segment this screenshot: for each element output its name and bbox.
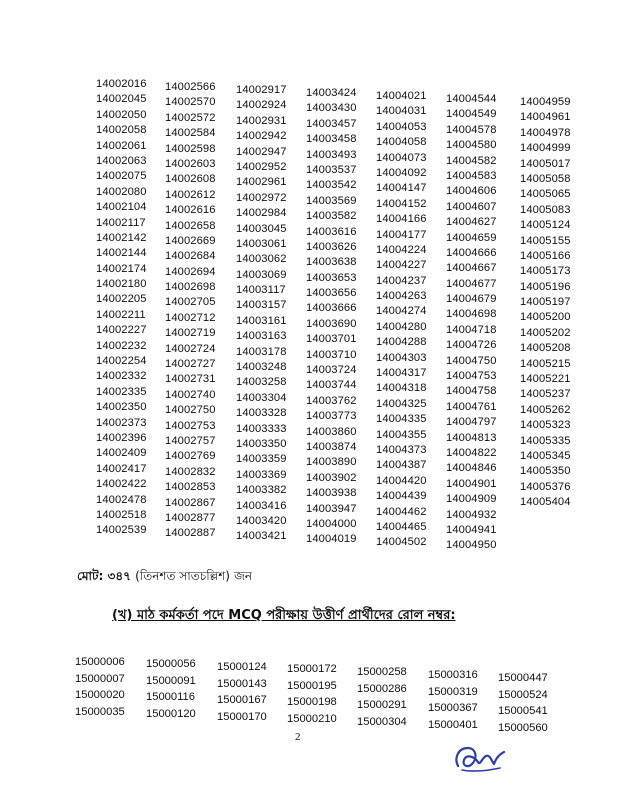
roll-number: 14004761 [446,400,497,413]
roll-number: 14003724 [306,364,357,377]
total-unit: জন [234,569,253,583]
roll-number: 14002917 [236,84,287,96]
roll-number: 14004387 [376,459,427,472]
roll-number: 14003248 [236,361,287,374]
field-officer-roll-number: 15000035 [75,705,125,718]
roll-number: 14004502 [376,536,427,549]
roll-number: 14002373 [96,416,147,429]
roll-number: 14002050 [96,108,147,121]
roll-number: 14004053 [376,120,427,133]
field-officer-roll-number: 15000020 [75,689,125,701]
roll-number: 14004000 [306,517,357,530]
roll-number: 14005262 [520,403,571,416]
field-officer-roll-column-4 [287,661,337,727]
roll-number: 14002058 [96,124,147,137]
field-officer-roll-number: 15000007 [75,672,125,685]
roll-number: 14003369 [236,468,287,481]
roll-number: 14004627 [446,216,497,229]
field-officer-roll-number: 15000304 [357,715,407,728]
roll-number: 14002016 [96,78,147,90]
roll-number: 14003304 [236,391,287,404]
roll-number: 14002727 [165,358,216,371]
roll-number: 14004263 [376,290,427,303]
roll-number: 14003350 [236,437,287,450]
field-officer-roll-number: 15000401 [428,718,478,731]
roll-number: 14002757 [165,434,216,447]
roll-number: 14003430 [306,102,357,115]
field-officer-roll-number: 15000124 [217,661,267,673]
roll-number: 14005202 [520,326,571,339]
roll-number: 14002924 [236,99,287,112]
total-words: (তিনশত সাতচল্লিশ) [135,569,230,583]
roll-number: 14003582 [306,210,357,223]
roll-number: 14002853 [165,481,216,494]
roll-number: 14004073 [376,151,427,164]
roll-number: 14002478 [96,493,147,506]
roll-number: 14002174 [96,262,147,275]
field-officer-roll-number: 15000006 [75,656,125,668]
roll-number: 14002740 [165,388,216,401]
roll-number: 14002061 [96,139,147,152]
roll-number: 14002931 [236,114,287,127]
page-number: 2 [295,731,301,743]
roll-number: 14003333 [236,422,287,435]
roll-number: 14002984 [236,207,287,220]
field-officer-roll-number: 15000116 [146,691,195,703]
roll-column-6 [446,92,497,554]
roll-number: 14003744 [306,379,357,392]
field-officer-roll-number: 15000195 [287,679,337,692]
roll-number: 14004227 [376,259,427,272]
roll-number: 14004325 [376,397,427,410]
roll-number: 14003163 [236,330,287,343]
field-officer-roll-number: 15000541 [498,705,548,717]
roll-number: 14002712 [165,311,216,324]
field-officer-roll-number: 15000291 [357,699,407,711]
roll-number: 14004580 [446,139,497,152]
roll-number: 14005017 [520,157,571,170]
roll-number: 14005335 [520,434,571,447]
roll-number: 14002616 [165,204,216,217]
roll-number: 14002518 [96,508,147,521]
roll-number: 14005196 [520,280,571,293]
roll-number: 14003762 [306,394,357,407]
roll-number: 14004152 [376,197,427,210]
roll-number: 14003701 [306,333,357,346]
roll-number: 14004667 [446,262,497,275]
roll-number: 14004978 [520,126,571,139]
roll-number: 14003616 [306,225,357,238]
roll-number: 14004237 [376,274,427,287]
roll-column-4 [306,86,357,548]
roll-number: 14002658 [165,219,216,232]
field-officer-roll-number: 15000447 [498,672,548,684]
roll-number: 14003359 [236,453,287,466]
roll-number: 14004420 [376,474,427,487]
roll-number: 14002396 [96,431,147,444]
roll-number: 14002332 [96,370,147,383]
total-label: মোট: [77,569,104,583]
roll-number: 14003258 [236,376,287,389]
roll-number: 14004462 [376,505,427,518]
roll-number: 14004373 [376,443,427,456]
field-officer-roll-column-2 [146,656,196,722]
field-officer-roll-number: 15000367 [428,702,478,714]
roll-number: 14005083 [520,203,571,216]
roll-number: 14004950 [446,539,497,552]
roll-number: 14004758 [446,385,497,398]
roll-number: 14003537 [306,163,357,176]
roll-number: 14004679 [446,293,497,306]
roll-number: 14003157 [236,299,287,312]
roll-number: 14002947 [236,145,287,158]
signature [448,736,510,778]
roll-number: 14004659 [446,231,497,244]
field-officer-roll-number: 15000210 [287,712,337,725]
roll-number: 14004177 [376,228,427,241]
roll-number: 14002570 [165,96,216,109]
roll-number: 14003069 [236,268,287,281]
roll-number: 14002705 [165,296,216,309]
roll-column-5 [376,89,427,551]
roll-number: 14003062 [236,253,287,266]
roll-number: 14003161 [236,314,287,327]
roll-number: 14003773 [306,410,357,423]
roll-number: 14002227 [96,324,147,337]
field-officer-roll-number: 15000170 [217,710,267,723]
roll-number: 14003493 [306,148,357,161]
roll-number: 14003458 [306,133,357,146]
field-officer-roll-number: 15000258 [357,666,407,678]
roll-number: 14002603 [165,157,216,170]
roll-number: 14003890 [306,456,357,469]
roll-number: 14003416 [236,499,287,512]
roll-number: 14002669 [165,234,216,247]
roll-number: 14002104 [96,201,147,214]
roll-number: 14002753 [165,419,216,432]
roll-number: 14002417 [96,462,147,475]
roll-number: 14002972 [236,191,287,204]
field-officer-roll-number: 15000091 [146,674,196,687]
field-officer-roll-number: 15000172 [287,663,337,675]
roll-number: 14004166 [376,213,427,226]
roll-number: 14004355 [376,428,427,441]
roll-number: 14003638 [306,256,357,269]
roll-number: 14004961 [520,111,571,124]
roll-number: 14005221 [520,373,571,386]
roll-number: 14002572 [165,111,216,124]
roll-column-1 [96,77,147,539]
roll-number: 14002075 [96,170,147,183]
section-kha-heading: (খ) মাঠ কর্মকর্তা পদে MCQ পরীক্ষায় উত্তীর্ণ প্রার্থীদের রোল নম্বর: [112,608,456,623]
roll-number: 14004813 [446,431,497,444]
roll-number: 14002877 [165,511,216,524]
roll-number: 14002724 [165,342,216,355]
roll-number: 14003424 [306,87,357,99]
roll-number: 14004224 [376,243,427,256]
roll-number: 14005404 [520,496,571,509]
roll-number: 14003666 [306,302,357,315]
roll-number: 14004288 [376,336,427,349]
roll-number: 14003860 [306,425,357,438]
roll-number: 14004753 [446,370,497,383]
field-officer-roll-number: 15000560 [498,721,548,734]
roll-number: 14002180 [96,278,147,291]
roll-number: 14002867 [165,496,216,509]
roll-number: 14003938 [306,487,357,500]
roll-number: 14004718 [446,323,497,336]
roll-number: 14002719 [165,327,216,340]
field-officer-roll-number: 15000056 [146,658,196,670]
roll-number: 14004578 [446,123,497,136]
roll-number: 14003542 [306,179,357,192]
roll-number: 14004607 [446,200,497,213]
roll-number: 14002211 [96,308,146,321]
roll-number: 14003045 [236,222,287,235]
roll-number: 14004317 [376,367,427,380]
roll-number: 14003947 [306,502,357,515]
roll-number: 14004092 [376,166,427,179]
roll-number: 14003420 [236,514,287,527]
roll-number: 14003653 [306,271,357,284]
roll-number: 14004909 [446,493,497,506]
field-officer-roll-column-1 [75,654,125,720]
roll-number: 14004606 [446,185,497,198]
roll-number: 14002750 [165,404,216,417]
total-count: ৩৪৭ [107,569,131,583]
roll-number: 14002045 [96,93,147,106]
roll-number: 14002584 [165,127,216,140]
roll-number: 14002335 [96,385,147,398]
field-officer-roll-number: 15000167 [217,694,267,706]
roll-number: 14002887 [165,527,216,540]
roll-number: 14004797 [446,416,497,429]
roll-number: 14002254 [96,355,147,368]
roll-number: 14002731 [165,373,216,386]
field-officer-roll-number: 15000198 [287,696,337,708]
field-officer-roll-column-3 [217,659,267,725]
roll-number: 14004750 [446,354,497,367]
roll-number: 14004726 [446,339,497,352]
roll-number: 14004901 [446,477,497,490]
roll-number: 14004274 [376,305,427,318]
roll-number: 14004280 [376,320,427,333]
roll-number: 14003457 [306,117,357,130]
roll-number: 14005166 [520,249,571,262]
field-officer-roll-number: 15000319 [428,685,478,698]
roll-number: 14005200 [520,311,571,324]
roll-number: 14004846 [446,462,497,475]
roll-number: 14002409 [96,447,147,460]
roll-number: 14004666 [446,246,497,259]
total-line [77,568,252,588]
roll-number: 14003902 [306,471,357,484]
roll-number: 14002080 [96,185,147,198]
field-officer-roll-number: 15000316 [428,669,478,681]
roll-number: 14004941 [446,523,497,536]
roll-number: 14003178 [236,345,287,358]
field-officer-roll-column-6 [428,667,478,733]
roll-number: 14004544 [446,93,497,105]
roll-number: 14002063 [96,154,147,167]
field-officer-roll-number: 15000143 [217,677,267,690]
roll-column-3 [236,83,287,545]
roll-number: 14002942 [236,130,287,143]
roll-number: 14002117 [96,216,146,229]
roll-number: 14004021 [376,90,427,102]
roll-number: 14004019 [306,533,357,546]
roll-number: 14005323 [520,419,571,432]
roll-number: 14002598 [165,142,216,155]
roll-number: 14005237 [520,388,571,401]
roll-number: 14002832 [165,465,216,478]
roll-number: 14004583 [446,169,497,182]
roll-number: 14005345 [520,449,571,462]
roll-number: 14003117 [236,284,286,297]
roll-number: 14004058 [376,136,427,149]
roll-number: 14003656 [306,287,357,300]
roll-number: 14003061 [236,237,287,250]
field-officer-roll-number: 15000286 [357,682,407,695]
roll-number: 14004031 [376,105,427,118]
roll-number: 14005215 [520,357,571,370]
roll-number: 14002608 [165,173,216,186]
roll-number: 14003874 [306,440,357,453]
roll-number: 14005124 [520,219,571,232]
roll-number: 14002422 [96,478,147,491]
roll-number: 14002961 [236,176,287,189]
roll-number: 14004822 [446,446,497,459]
field-officer-roll-number: 15000120 [146,707,196,720]
roll-number: 14002539 [96,524,147,537]
roll-number: 14004698 [446,308,497,321]
roll-column-7 [520,95,571,511]
roll-number: 14005350 [520,465,571,478]
roll-number: 14005376 [520,480,571,493]
roll-number: 14002566 [165,81,216,93]
roll-number: 14005058 [520,172,571,185]
field-officer-roll-column-5 [357,664,407,730]
roll-number: 14003382 [236,484,287,497]
roll-number: 14003569 [306,194,357,207]
roll-number: 14003690 [306,317,357,330]
roll-number: 14002612 [165,188,216,201]
roll-number: 14002142 [96,231,147,244]
roll-number: 14005065 [520,188,571,201]
roll-number: 14005208 [520,342,571,355]
roll-number: 14004147 [376,182,427,195]
roll-number: 14004549 [446,108,497,121]
roll-number: 14004677 [446,277,497,290]
roll-number: 14002694 [165,265,216,278]
roll-number: 14002350 [96,401,147,414]
roll-number: 14003328 [236,407,287,420]
roll-number: 14002684 [165,250,216,263]
roll-number: 14002698 [165,281,216,294]
roll-number: 14004999 [520,142,571,155]
roll-number: 14004335 [376,413,427,426]
roll-number: 14005155 [520,234,571,247]
roll-column-2 [165,80,216,542]
roll-number: 14002769 [165,450,216,463]
roll-number: 14004959 [520,96,571,108]
roll-number: 14002232 [96,339,147,352]
roll-number: 14004318 [376,382,427,395]
roll-number: 14002144 [96,247,147,260]
field-officer-roll-number: 15000524 [498,688,548,701]
roll-number: 14005173 [520,265,571,278]
roll-number: 14003710 [306,348,357,361]
roll-number: 14004439 [376,490,427,503]
roll-number: 14002205 [96,293,147,306]
roll-number: 14002952 [236,160,287,173]
roll-number: 14003626 [306,240,357,253]
roll-number: 14003421 [236,530,287,543]
roll-number: 14004465 [376,520,427,533]
roll-number: 14005197 [520,296,571,309]
roll-number: 14004582 [446,154,497,167]
roll-number: 14004932 [446,508,497,521]
roll-number: 14004303 [376,351,427,364]
field-officer-roll-column-7 [498,670,548,736]
